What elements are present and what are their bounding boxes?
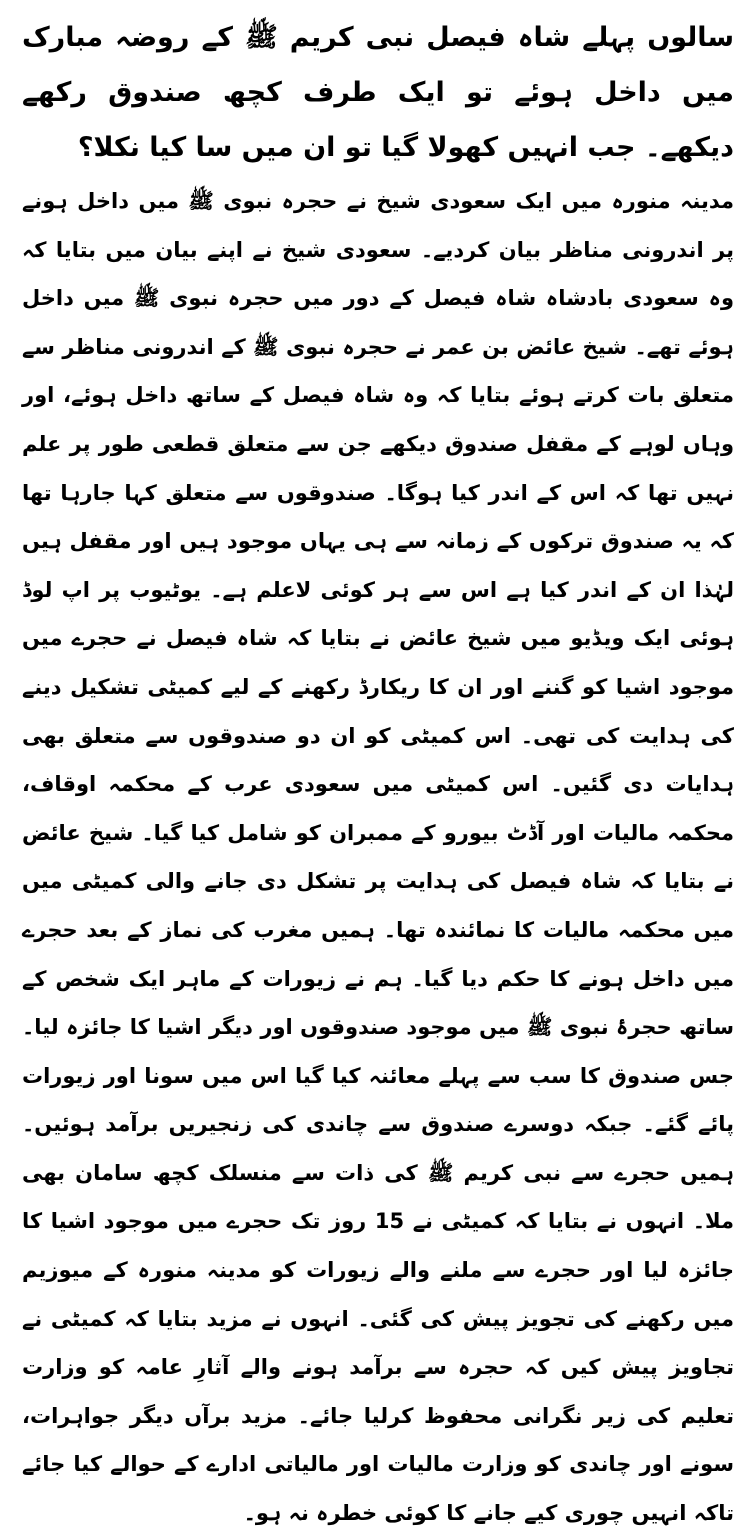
article-headline: سالوں پہلے شاہ فیصل نبی کریم ﷺ کے روضہ مبارک میں داخل ہوئے تو ایک طرف کچھ صندوق رکھے دیکھے۔ جب انہیں کھولا گیا تو ان میں سا کیا نکلا؟ — [22, 22, 734, 163]
article-body: مدینہ منورہ میں ایک سعودی شیخ نے حجرہ نبوی ﷺ میں داخل ہونے پر اندرونی مناظر بیان کردیے۔ سعودی شیخ نے اپنے بیان میں بتایا کہ وہ سعودی بادشاہ شاہ فیصل کے دور میں حجرہ نبوی ﷺ میں داخل ہوئے تھے۔ شیخ عائض بن عمر نے حجرہ نبوی ﷺ کے اندرونی مناظر سے متعلق بات کرتے ہوئے بتایا کہ وہ شاہ فیصل کے ساتھ داخل ہوئے، اور وہاں لوہے کے مقفل صندوق دیکھے جن سے متعلق قطعی طور پر علم نہیں تھا کہ اس کے اندر کیا ہوگا۔ صندوقوں سے متعلق کہا جارہا تھا کہ یہ صندوق ترکوں کے زمانہ سے ہی یہاں موجود ہیں اور مقفل ہیں لہٰذا ان کے اندر کیا ہے اس سے ہر کوئی لاعلم ہے۔ یوٹیوب پر اپ لوڈ ہوئی ایک ویڈیو میں شیخ عائض نے بتایا کہ شاہ فیصل نے حجرے میں موجود اشیا کو گننے اور ان کا ریکارڈ رکھنے کے لیے کمیٹی تشکیل دینے کی ہدایت کی تھی۔ اس کمیٹی کو ان دو صندوقوں سے متعلق بھی ہدایات دی گئیں۔ اس کمیٹی میں سعودی عرب کے محکمہ اوقاف، محکمہ مالیات اور آڈٹ بیورو کے ممبران کو شامل کیا گیا۔ شیخ عائض نے بتایا کہ شاہ فیصل کی ہدایت پر تشکل دی جانے والی کمیٹی میں میں محکمہ مالیات کا نمائندہ تھا۔ ہمیں مغرب کی نماز کے بعد حجرے میں داخل ہونے کا حکم دیا گیا۔ ہم نے زیورات کے ماہر ایک شخص کے ساتھ حجرۂ نبوی ﷺ میں موجود صندوقوں اور دیگر اشیا کا جائزہ لیا۔ جس صندوق کا سب سے پہلے معائنہ کیا گیا اس میں سونا اور زیورات پائے گئے۔ جبکہ دوسرے صندوق سے چاندی کی زنجیریں برآمد ہوئیں۔ ہمیں حجرے سے نبی کریم ﷺ کی ذات سے منسلک کچھ سامان بھی ملا۔ انہوں نے بتایا کہ کمیٹی نے 15 روز تک حجرے میں موجود اشیا کا جائزہ لیا اور حجرے سے ملنے والے زیورات کو مدینہ منورہ کے میوزیم میں رکھنے کی تجویز پیش کی گئی۔ انہوں نے مزید بتایا کہ کمیٹی نے تجاویز پیش کیں کہ حجرہ سے برآمد ہونے والے آثارِ عامہ کو وزارت تعلیم کی زیر نگرانی محفوظ کرلیا جائے۔ مزید برآں دیگر جواہرات، سونے اور چاندی کو وزارت مالیات اور مالیاتی ادارے کے حوالے کیا جائے تاکہ انہیں چوری کیے جانے کا کوئی خطرہ نہ ہو۔ — [22, 189, 734, 1526]
